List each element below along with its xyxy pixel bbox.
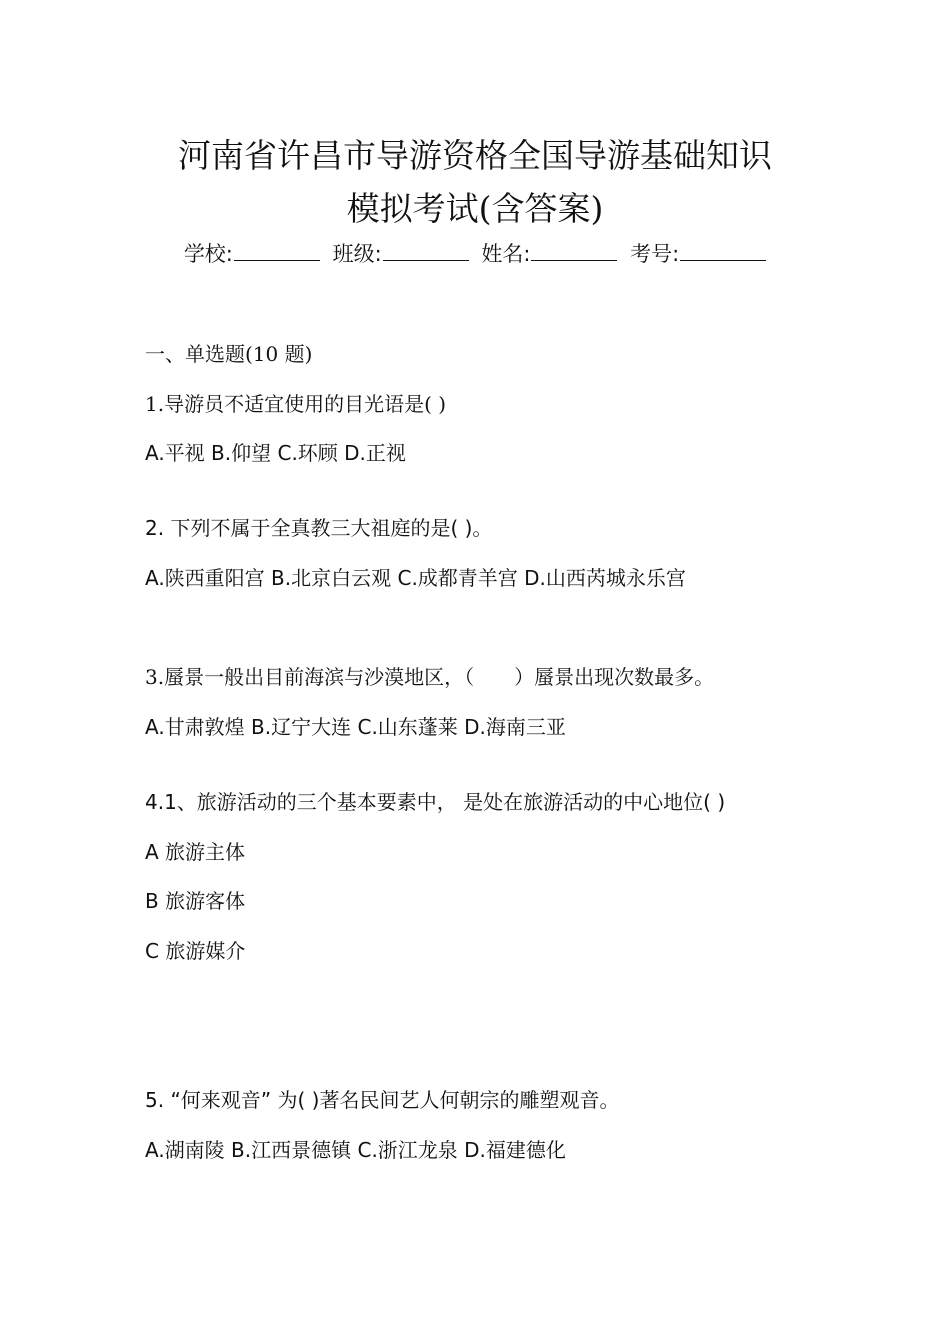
student-info-line (0, 238, 950, 268)
question-1-stem: 1.导游员不适宜使用的目光语是( ) (145, 392, 447, 416)
question-3-options: A.甘肃敦煌 B.辽宁大连 C.山东蓬莱 D.海南三亚 (145, 715, 566, 739)
class-field (333, 242, 469, 266)
school-field (184, 242, 320, 266)
class-blank (383, 242, 469, 261)
exam-number-label: 考号: (630, 242, 680, 266)
class-label: 班级: (332, 242, 382, 266)
question-1-options: A.平视 B.仰望 C.环顾 D.正视 (145, 441, 406, 465)
school-blank (234, 242, 320, 261)
question-4-option-a: A 旅游主体 (145, 840, 246, 864)
name-field (481, 242, 617, 266)
section-heading: 一、单选题(10 题) (145, 342, 313, 366)
name-blank (531, 242, 617, 261)
question-5-stem: 5. “何来观音” 为( )著名民间艺人何朝宗的雕塑观音。 (145, 1088, 620, 1112)
exam-number-blank (680, 242, 766, 261)
question-5-options: A.湖南陵 B.江西景德镇 C.浙江龙泉 D.福建德化 (145, 1138, 566, 1162)
document-title-line-1: 河南省许昌市导游资格全国导游基础知识 (178, 136, 772, 175)
question-4-stem: 4.1、旅游活动的三个基本要素中， 是处在旅游活动的中心地位( ) (145, 790, 726, 814)
question-2-options: A.陕西重阳宫 B.北京白云观 C.成都青羊宫 D.山西芮城永乐宫 (145, 566, 686, 590)
name-label: 姓名: (481, 242, 531, 266)
question-3-stem: 3.蜃景一般出目前海滨与沙漠地区，（ ）蜃景出现次数最多。 (145, 665, 715, 689)
question-2-stem: 2. 下列不属于全真教三大祖庭的是( )。 (145, 516, 493, 540)
exam-number-field (630, 242, 766, 266)
question-4-option-c: C 旅游媒介 (145, 939, 246, 963)
question-4-option-b: B 旅游客体 (145, 889, 246, 913)
document-title-line-2: 模拟考试(含答案) (346, 189, 604, 228)
school-label: 学校: (183, 242, 233, 266)
